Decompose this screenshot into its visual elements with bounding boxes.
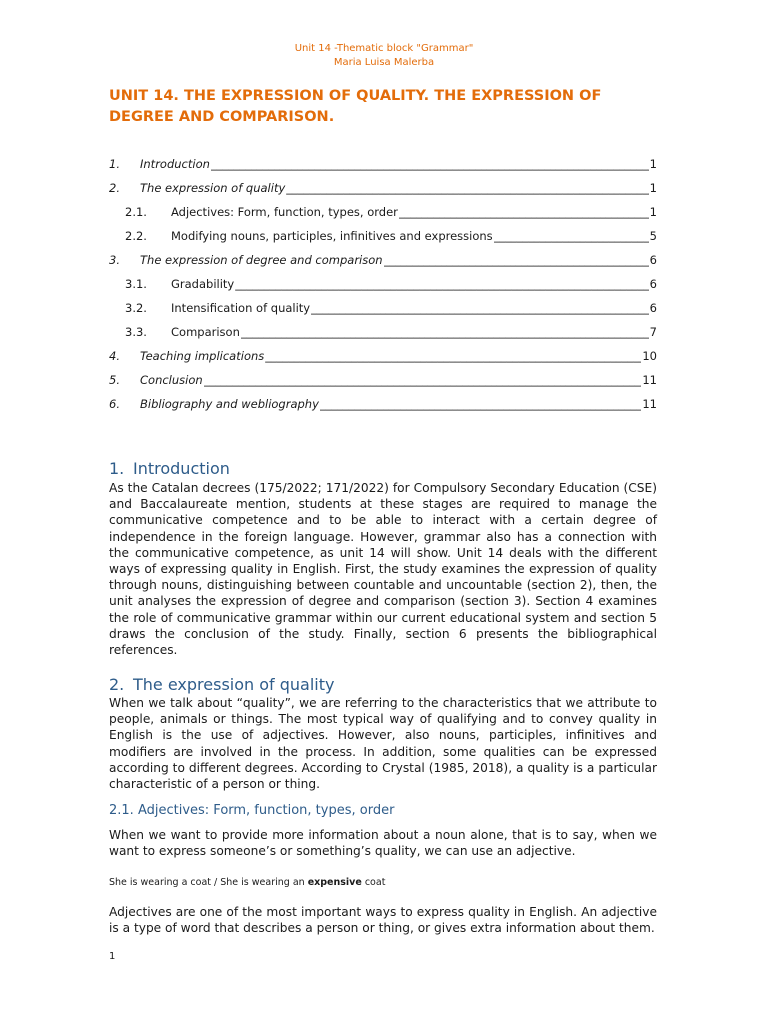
toc-entry[interactable]	[109, 392, 657, 416]
subsection-2-1-heading: 2.1. Adjectives: Form, function, types, order	[109, 803, 395, 818]
section-2-number: 2.	[109, 675, 125, 694]
toc-leader	[311, 296, 649, 320]
toc-entry-number: 3.	[109, 253, 120, 267]
toc-entry[interactable]	[109, 296, 657, 320]
toc-entry-page: 7	[649, 325, 657, 339]
header-unit-line: Unit 14 -Thematic block "Grammar"	[294, 43, 474, 54]
section-1-number: 1.	[109, 459, 125, 478]
toc-entry[interactable]	[109, 368, 657, 392]
toc-entry-title: The expression of degree and comparison	[140, 253, 383, 267]
toc-entry[interactable]	[109, 200, 657, 224]
section-2-title: The expression of quality	[133, 675, 335, 694]
toc-entry-title: Introduction	[140, 157, 210, 171]
toc-leader	[384, 248, 649, 272]
toc-entry-number: 6.	[109, 397, 120, 411]
example-sentence	[109, 876, 657, 890]
toc-entry-title: Adjectives: Form, function, types, order	[171, 205, 398, 219]
toc-entry-page: 1	[649, 181, 657, 195]
toc-entry-page: 5	[649, 229, 657, 243]
subsection-2-1-body-1: When we want to provide more information about a noun alone, that is to say, when we want to express someone’s or something’s quality, we can use an adjective.	[109, 828, 657, 859]
toc-leader	[211, 152, 649, 176]
toc-leader	[320, 392, 641, 416]
document-title: UNIT 14. THE EXPRESSION OF QUALITY. THE EXPRESSION OF DEGREE AND COMPARISON.	[109, 88, 602, 125]
toc-leader	[204, 368, 642, 392]
section-2-heading	[109, 675, 657, 695]
page-header	[0, 42, 768, 70]
toc-leader	[494, 224, 649, 248]
toc-entry-number: 2.	[109, 181, 120, 195]
toc-leader	[286, 176, 648, 200]
toc-entry-title: Modifying nouns, participles, infinitives and expressions	[171, 229, 493, 243]
toc-entry-title: Comparison	[171, 325, 240, 339]
toc-entry-number: 3.2.	[125, 301, 147, 315]
header-author-line: Maria Luisa Malerba	[333, 57, 435, 68]
toc-entry-number: 2.1.	[125, 205, 147, 219]
toc-entry-title: Conclusion	[140, 373, 203, 387]
page-number: 1	[109, 951, 116, 962]
toc-entry[interactable]	[109, 224, 657, 248]
toc-entry-number: 5.	[109, 373, 120, 387]
section-1-title: Introduction	[133, 459, 230, 478]
toc-leader	[399, 200, 649, 224]
toc-entry-title: The expression of quality	[140, 181, 286, 195]
toc-entry-number: 2.2.	[125, 229, 147, 243]
toc-entry-page: 6	[649, 301, 657, 315]
table-of-contents	[109, 152, 657, 416]
toc-entry-title: Intensification of quality	[171, 301, 311, 315]
toc-entry-page: 11	[642, 397, 657, 411]
toc-entry[interactable]	[109, 272, 657, 296]
toc-leader	[241, 320, 649, 344]
section-1-body: As the Catalan decrees (175/2022; 171/2022) for Compulsory Secondary Education (CSE) and Baccalaureate mention, students at these stages are required to manage the communicative competence and to be able to interact with a certain degree of independence in the foreign language. However, grammar also has a connection with the communicative competence, as unit 14 will show. Unit 14 deals with the different ways of expressing quality in English. First, the study examines the expression of quality through nouns, distinguishing between countable and uncountable (section 2), then, the unit analyses the expression of degree and comparison (section 3). Section 4 examines the role of communicative grammar within our current educational system and section 5 draws the conclusion of the study. Finally, section 6 presents the bibliographical references.	[109, 481, 657, 658]
subsection-2-1-body-2: Adjectives are one of the most important ways to express quality in English. An adjective is a type of word that describes a person or thing, or gives extra information about them.	[109, 905, 657, 936]
toc-entry[interactable]	[109, 344, 657, 368]
toc-entry-title: Teaching implications	[140, 349, 265, 363]
example-text-after: coat	[361, 877, 386, 888]
toc-leader	[265, 344, 641, 368]
toc-entry-number: 3.3.	[125, 325, 147, 339]
toc-entry-number: 3.1.	[125, 277, 147, 291]
toc-entry-number: 4.	[109, 349, 120, 363]
toc-entry-number: 1.	[109, 157, 120, 171]
toc-entry-title: Gradability	[171, 277, 235, 291]
toc-entry-page: 10	[642, 349, 657, 363]
toc-entry[interactable]	[109, 152, 657, 176]
toc-entry[interactable]	[109, 248, 657, 272]
toc-entry-page: 11	[642, 373, 657, 387]
toc-entry[interactable]	[109, 320, 657, 344]
section-1-heading	[109, 459, 657, 479]
toc-entry-title: Bibliography and webliography	[140, 397, 319, 411]
toc-entry-page: 1	[649, 157, 657, 171]
toc-entry-page: 1	[649, 205, 657, 219]
example-text-before: She is wearing a coat / She is wearing an	[109, 877, 308, 888]
section-2-body: When we talk about “quality”, we are referring to the characteristics that we attribute to people, animals or things. The most typical way of qualifying and to convey quality in English is the use of adjectives. However, also nouns, participles, infinitives and modifiers are involved in the process. In addition, some qualities can be expressed according to different degrees. According to Crystal (1985, 2018), a quality is a particular characteristic of a person or thing.	[109, 696, 657, 792]
toc-entry-page: 6	[649, 277, 657, 291]
toc-entry[interactable]	[109, 176, 657, 200]
toc-leader	[235, 272, 648, 296]
example-emphasis: expensive	[307, 877, 362, 888]
toc-entry-page: 6	[649, 253, 657, 267]
